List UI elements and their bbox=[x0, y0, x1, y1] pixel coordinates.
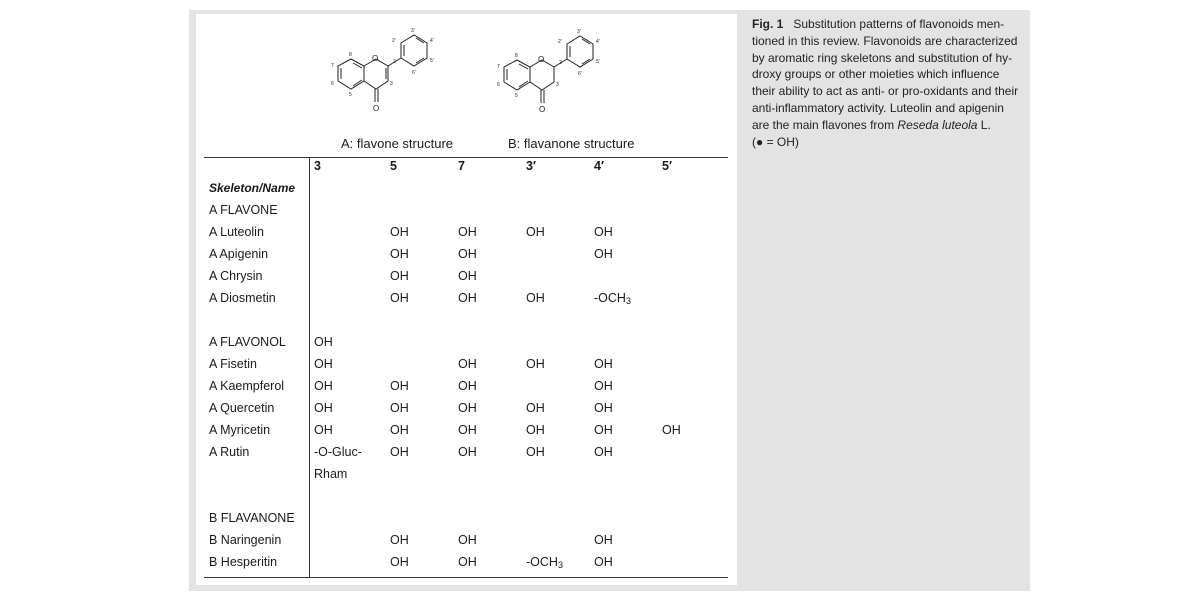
flavone-structure-svg bbox=[306, 14, 476, 139]
pos-6p-b: 6' bbox=[578, 71, 582, 77]
cell-4prime: OH bbox=[594, 357, 613, 371]
table-row bbox=[196, 377, 736, 395]
cell-7: OH bbox=[458, 555, 477, 569]
row-name: A Chrysin bbox=[209, 269, 263, 283]
table-row bbox=[196, 443, 736, 461]
pos-2p: 2' bbox=[392, 38, 396, 44]
table-row bbox=[196, 531, 736, 549]
pos-4p: 4' bbox=[430, 38, 434, 44]
table-row bbox=[196, 245, 736, 263]
row-name: A Myricetin bbox=[209, 423, 271, 437]
cell-5: OH bbox=[390, 401, 409, 415]
cell-5: OH bbox=[390, 423, 409, 437]
figure-panel bbox=[196, 14, 737, 585]
table-top-rule bbox=[204, 157, 728, 158]
table-row bbox=[196, 509, 736, 527]
cell-5: OH bbox=[390, 533, 409, 547]
caption-text: Substitution patterns of flavonoids men- bbox=[793, 17, 1005, 31]
cell-3: OH bbox=[314, 379, 333, 393]
figure-caption bbox=[752, 16, 1024, 150]
table-row bbox=[196, 465, 736, 483]
col-header-4prime: 4′ bbox=[594, 159, 604, 173]
cell-3: OH bbox=[314, 401, 333, 415]
row-name: B FLAVANONE bbox=[209, 511, 295, 525]
cell-4prime: OH bbox=[594, 555, 613, 569]
row-name: A Quercetin bbox=[209, 401, 275, 415]
cell-7: OH bbox=[458, 423, 477, 437]
table-row bbox=[196, 289, 736, 307]
caption-text: ( bbox=[752, 134, 756, 149]
caption-line: droxy groups or other moieties which influence bbox=[752, 67, 1000, 82]
row-name: A Fisetin bbox=[209, 357, 257, 371]
cell-4prime: OH bbox=[594, 225, 613, 239]
table-row bbox=[196, 553, 736, 571]
cell-5: OH bbox=[390, 247, 409, 261]
cell-5: OH bbox=[390, 269, 409, 283]
cell-5: OH bbox=[390, 555, 409, 569]
pos-2-b: 2 bbox=[559, 60, 562, 66]
cell-3prime: OH bbox=[526, 225, 545, 239]
cell-3prime: OH bbox=[526, 423, 545, 437]
pos-8-b: 8 bbox=[515, 53, 518, 59]
cell-3prime bbox=[526, 553, 563, 571]
table-row bbox=[196, 399, 736, 417]
cell-7: OH bbox=[458, 225, 477, 239]
cell-5: OH bbox=[390, 379, 409, 393]
cell-5prime: OH bbox=[662, 423, 681, 437]
atom-o1: O bbox=[372, 54, 379, 63]
pos-5: 5 bbox=[349, 92, 352, 98]
pos-8: 8 bbox=[349, 52, 352, 58]
flavone-caption: A: flavone structure bbox=[341, 136, 453, 151]
pos-3-b: 3 bbox=[556, 82, 559, 88]
flavanone-structure-svg bbox=[481, 14, 651, 139]
cell-4prime: OH bbox=[594, 379, 613, 393]
table-row bbox=[196, 223, 736, 241]
pos-5-b: 5 bbox=[515, 93, 518, 99]
col-header-7: 7 bbox=[458, 159, 465, 173]
row-name: A FLAVONOL bbox=[209, 335, 286, 349]
row-name: A Apigenin bbox=[209, 247, 269, 261]
caption-line bbox=[752, 134, 1024, 151]
col-header-3: 3 bbox=[314, 159, 321, 173]
cell-3prime: OH bbox=[526, 401, 545, 415]
cell-3: OH bbox=[314, 423, 333, 437]
flavanone-structure-drawing bbox=[481, 14, 651, 139]
pos-3p-b: 3' bbox=[577, 29, 581, 35]
cell-5: OH bbox=[390, 445, 409, 459]
table-row bbox=[196, 267, 736, 285]
col-header-5prime: 5′ bbox=[662, 159, 672, 173]
table-bottom-rule bbox=[204, 577, 728, 578]
pos-6p: 6' bbox=[412, 70, 416, 76]
col-header-3prime: 3′ bbox=[526, 159, 536, 173]
row-name: A Diosmetin bbox=[209, 291, 276, 305]
table-row bbox=[196, 421, 736, 439]
caption-line: anti-inflammatory activity. Luteolin and apigenin bbox=[752, 100, 1004, 115]
caption-text: = OH) bbox=[763, 134, 799, 149]
row-name: B Hesperitin bbox=[209, 555, 278, 569]
flavone-structure-drawing bbox=[306, 14, 476, 139]
subscript: 3 bbox=[625, 296, 631, 306]
subscript: 3 bbox=[557, 560, 563, 570]
table-row bbox=[196, 333, 736, 351]
caption-line: their ability to act as anti- or pro-oxidants and their bbox=[752, 84, 1019, 99]
pos-5p: 5' bbox=[430, 58, 434, 64]
table-row bbox=[196, 201, 736, 219]
cell-3prime: OH bbox=[526, 291, 545, 305]
cell-7: OH bbox=[458, 533, 477, 547]
cell-7: OH bbox=[458, 401, 477, 415]
row-name: A Luteolin bbox=[209, 225, 264, 239]
col-header-5: 5 bbox=[390, 159, 397, 173]
cell-3prime-main: -OCH bbox=[526, 555, 558, 569]
cell-4prime: OH bbox=[594, 423, 613, 437]
cell-7: OH bbox=[458, 291, 477, 305]
cell-4prime: OH bbox=[594, 533, 613, 547]
pos-3p: 3' bbox=[411, 28, 415, 34]
cell-7: OH bbox=[458, 269, 477, 283]
row-header-label: Skeleton/Name bbox=[209, 181, 296, 195]
caption-line bbox=[752, 16, 1024, 33]
atom-o4-b: O bbox=[539, 105, 546, 114]
figure-number: Fig. 1 bbox=[752, 17, 784, 31]
caption-text: are the main flavones from bbox=[752, 117, 898, 132]
cell-3prime: OH bbox=[526, 445, 545, 459]
caption-line: by aromatic ring skeletons and substitution of hy- bbox=[752, 50, 1013, 65]
cell-4prime bbox=[594, 289, 631, 307]
filled-circle-icon: ● bbox=[756, 134, 764, 149]
cell-4prime: OH bbox=[594, 445, 613, 459]
cell-7: OH bbox=[458, 445, 477, 459]
cell-3: OH bbox=[314, 357, 333, 371]
cell-4prime: OH bbox=[594, 401, 613, 415]
cell-5: OH bbox=[390, 291, 409, 305]
caption-text: L. bbox=[977, 117, 991, 132]
cell-7: OH bbox=[458, 379, 477, 393]
row-name: A FLAVONE bbox=[209, 203, 278, 217]
caption-line bbox=[752, 117, 1024, 134]
atom-o1-b: O bbox=[538, 55, 545, 64]
flavanone-caption: B: flavanone structure bbox=[508, 136, 635, 151]
pos-7-b: 7 bbox=[497, 64, 500, 70]
species-name: Reseda luteola bbox=[897, 117, 978, 132]
cell-4prime-main: -OCH bbox=[594, 291, 626, 305]
cell-7: OH bbox=[458, 247, 477, 261]
pos-7: 7 bbox=[331, 63, 334, 69]
table-row bbox=[196, 355, 736, 373]
pos-2p-b: 2' bbox=[558, 39, 562, 45]
cell-5: OH bbox=[390, 225, 409, 239]
pos-2: 2 bbox=[393, 59, 396, 65]
row-name: A Kaempferol bbox=[209, 379, 285, 393]
cell-3: -O-Gluc- bbox=[314, 445, 362, 459]
row-name: A Rutin bbox=[209, 445, 250, 459]
cell-7: OH bbox=[458, 357, 477, 371]
pos-6-b: 6 bbox=[497, 82, 500, 88]
cell-3: OH bbox=[314, 335, 333, 349]
cell-4prime: OH bbox=[594, 247, 613, 261]
atom-o4: O bbox=[373, 104, 380, 113]
cell-3-continuation: Rham bbox=[314, 467, 348, 481]
pos-6: 6 bbox=[331, 81, 334, 87]
caption-line: tioned in this review. Flavonoids are characterized bbox=[752, 33, 1018, 48]
row-name: B Naringenin bbox=[209, 533, 282, 547]
pos-3: 3 bbox=[390, 81, 393, 87]
pos-4p-b: 4' bbox=[596, 39, 600, 45]
cell-3prime: OH bbox=[526, 357, 545, 371]
pos-5p-b: 5' bbox=[596, 59, 600, 65]
